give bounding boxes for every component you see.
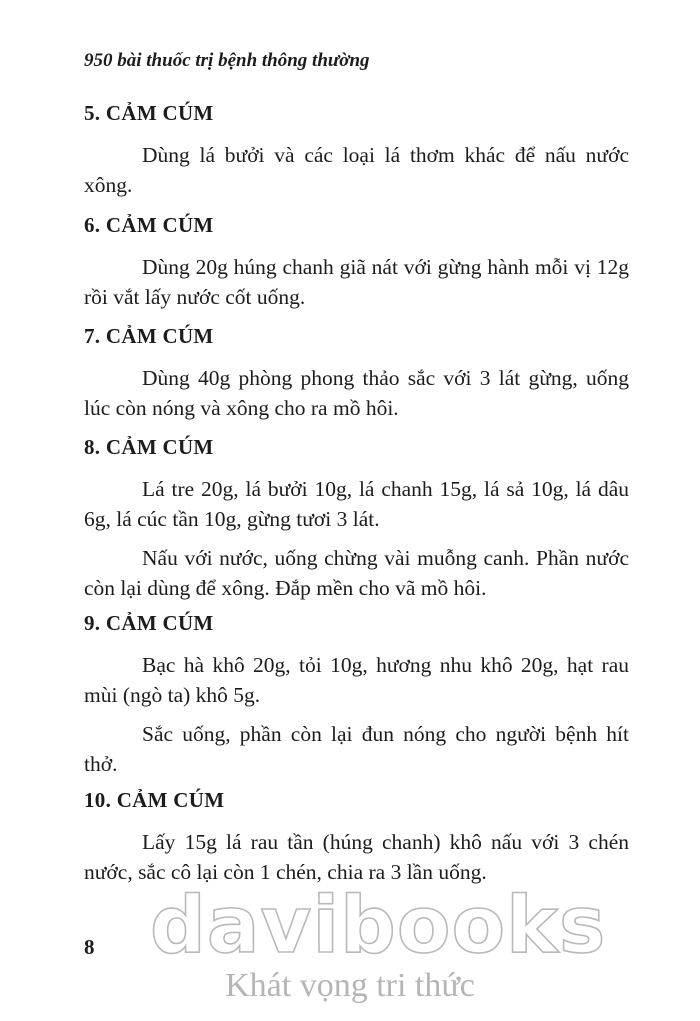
section-paragraph: Dùng lá bưởi và các loại lá thơm khác để nấu nước xông. [84, 143, 629, 197]
section-heading: 6. CẢM CÚM [84, 213, 214, 237]
section-paragraph: Bạc hà khô 20g, tỏi 10g, hương nhu khô 20g, hạt rau mùi (ngò ta) khô 5g. [84, 653, 629, 707]
section-paragraph: Lá tre 20g, lá bưởi 10g, lá chanh 15g, lá sả 10g, lá dâu 6g, lá cúc tần 10g, gừng tươi 3 lát. [84, 477, 629, 531]
section-paragraph: Lấy 15g lá rau tần (húng chanh) khô nấu với 3 chén nước, sắc cô lại còn 1 chén, chia ra 3 lần uống. [84, 830, 629, 884]
section-heading: 7. CẢM CÚM [84, 324, 214, 348]
section-heading: 10. CẢM CÚM [84, 788, 225, 812]
remedy-section-10 [84, 786, 629, 887]
section-heading: 9. CẢM CÚM [84, 611, 214, 635]
watermark-logo: davibooks [150, 881, 607, 971]
book-page [84, 0, 629, 1021]
section-paragraph: Dùng 40g phòng phong thảo sắc với 3 lát gừng, uống lúc còn nóng và xông cho ra mồ hôi. [84, 366, 629, 420]
watermark-tagline: Khát vọng tri thức [225, 967, 475, 1004]
page-number: 8 [84, 935, 95, 959]
remedy-section-8 [84, 433, 629, 603]
running-title: 950 bài thuốc trị bệnh thông thường [84, 50, 370, 71]
section-heading: 5. CẢM CÚM [84, 101, 214, 125]
section-heading: 8. CẢM CÚM [84, 435, 214, 459]
section-paragraph: Sắc uống, phần còn lại đun nóng cho người bệnh hít thở. [84, 722, 629, 776]
remedy-section-9 [84, 609, 629, 779]
section-paragraph: Nấu với nước, uống chừng vài muỗng canh. Phần nước còn lại dùng để xông. Đắp mền cho vã mồ hôi. [84, 546, 629, 600]
remedy-section-7 [84, 322, 629, 423]
remedy-section-6 [84, 211, 629, 312]
remedy-section-5 [84, 99, 629, 200]
section-paragraph: Dùng 20g húng chanh giã nát với gừng hành mỗi vị 12g rồi vắt lấy nước cốt uống. [84, 255, 629, 309]
